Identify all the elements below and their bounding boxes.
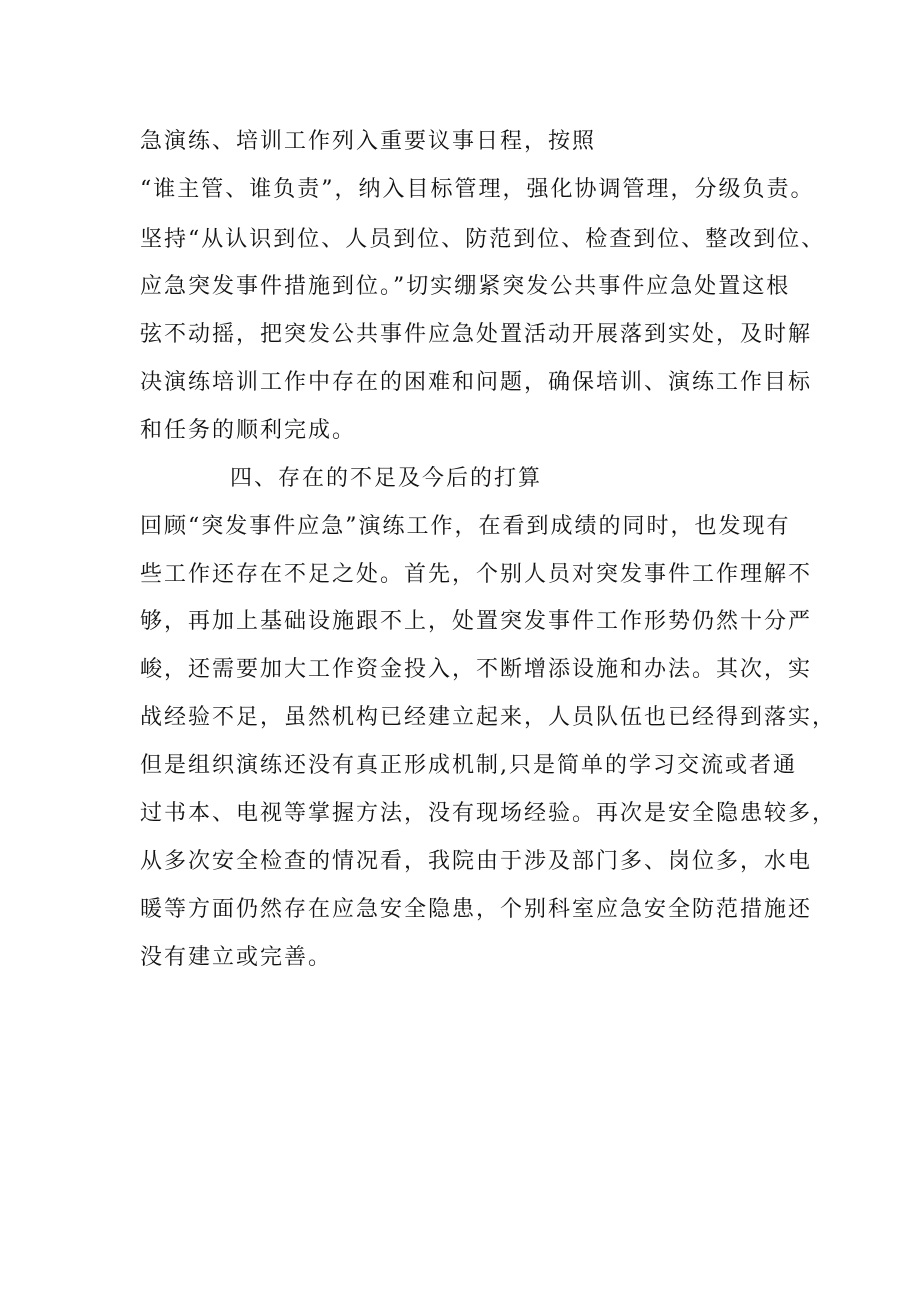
paragraph2-line-7: 过书本、电视等掌握方法，没有现场经验。再次是安全隐患较多， — [140, 801, 837, 826]
paragraph1-line-6: 决演练培训工作中存在的困难和问题，确保培训、演练工作目标 — [140, 370, 813, 395]
paragraph1-line-2: “谁主管、谁负责”，纳入目标管理，强化协调管理，分级负责。 — [140, 177, 815, 202]
paragraph2-line-8: 从多次安全检查的情况看，我院由于涉及部门多、岗位多，水电 — [140, 849, 813, 874]
paragraph2-line-1: 回顾“突发事件应急”演练工作，在看到成绩的同时，也发现有 — [140, 514, 791, 539]
paragraph1-line-4: 应急突发事件措施到位。”切实绷紧突发公共事件应急处置这根 — [140, 274, 791, 299]
paragraph2-line-5: 战经验不足，虽然机构已经建立起来，人员队伍也已经得到落实， — [140, 705, 837, 730]
paragraph2-line-2: 些工作还存在不足之处。首先，个别人员对突发事件工作理解不 — [140, 562, 813, 587]
paragraph2-line-10: 没有建立或完善。 — [140, 945, 333, 970]
paragraph2-line-9: 暖等方面仍然存在应急安全隐患，个别科室应急安全防范措施还 — [140, 897, 813, 922]
paragraph1-line-3: 坚持“从认识到位、人员到位、防范到位、检查到位、整改到位、 — [140, 227, 826, 252]
paragraph2-line-6: 但是组织演练还没有真正形成机制,只是简单的学习交流或者通 — [140, 753, 797, 778]
paragraph2-line-3: 够，再加上基础设施跟不上，处置突发事件工作形势仍然十分严 — [140, 609, 813, 634]
paragraph1-line-7: 和任务的顺利完成。 — [140, 418, 357, 443]
paragraph1-line-1: 急演练、培训工作列入重要议事日程，按照 — [140, 129, 597, 154]
paragraph2-line-4: 峻，还需要加大工作资金投入，不断增添设施和办法。其次，实 — [140, 657, 813, 682]
section-heading: 四、存在的不足及今后的打算 — [230, 466, 543, 491]
paragraph1-line-5: 弦不动摇，把突发公共事件应急处置活动开展落到实处，及时解 — [140, 322, 813, 347]
